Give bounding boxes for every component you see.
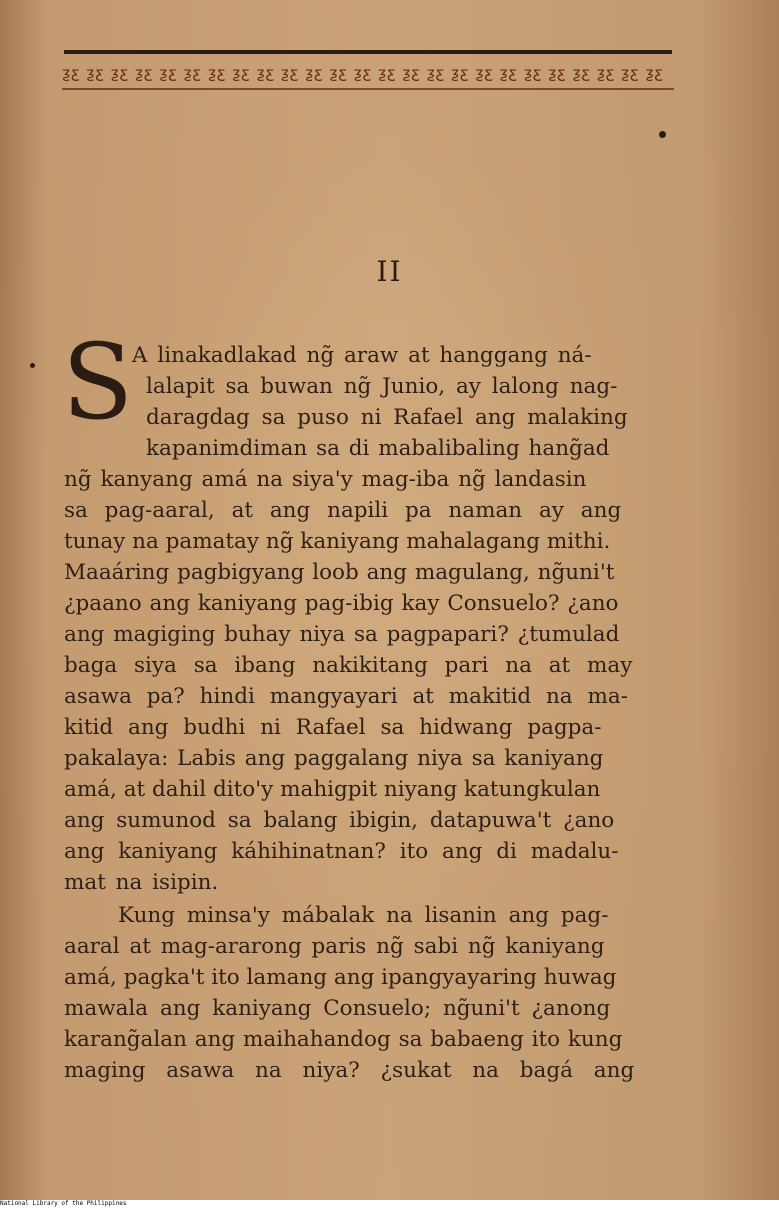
- text-line: asawa pa? hindi mangyayari at makitid na ma-: [64, 684, 628, 709]
- text-line: kapanimdiman sa di mabalibaling hang̃ad: [146, 436, 610, 461]
- text-line: ang sumunod sa balang ibigin, datapuwa't ¿ano: [64, 808, 615, 833]
- text-line: mawala ang kaniyang Consuelo; ng̃uni't ¿anong: [64, 996, 611, 1021]
- text-line: karang̃alan ang maihahandog sa babaeng ito kung: [64, 1027, 623, 1052]
- chapter-number: II: [376, 255, 403, 288]
- text-line: lalapit sa buwan ng̃ Junio, ay lalong nag-: [146, 374, 618, 399]
- drop-cap: S: [62, 321, 134, 443]
- ink-dot: [659, 131, 666, 138]
- ornament-underline: [62, 88, 674, 90]
- text-line: ¿paano ang kaniyang pag-ibig kay Consuelo? ¿ano: [64, 591, 619, 616]
- text-line: aaral at mag-ararong paris ng̃ sabi ng̃ kaniyang: [64, 934, 605, 959]
- text-line: sa pag-aaral, at ang napili pa naman ay ang: [64, 498, 622, 523]
- text-line: A linakadlakad ng̃ araw at hanggang ná-: [132, 343, 592, 368]
- text-line: ng̃ kanyang amá na siya'y mag-iba ng̃ landasin: [64, 467, 587, 492]
- footer-credit: National Library of the Philippines: [0, 1200, 779, 1208]
- ink-dot: [30, 363, 35, 368]
- text-line: ang kaniyang káhihinatnan? ito ang di madalu-: [64, 839, 619, 864]
- text-line: amá, pagka't ito lamang ang ipangyayaring huwag: [64, 965, 617, 990]
- text-line: mat na isipin.: [64, 870, 219, 895]
- text-line: kitid ang budhi ni Rafael sa hidwang pagpa-: [64, 715, 602, 740]
- text-line: Kung minsa'y mábalak na lisanin ang pag-: [118, 903, 609, 928]
- text-line: tunay na pamatay ng̃ kaniyang mahalagang mithi.: [64, 529, 611, 554]
- text-line: daragdag sa puso ni Rafael ang malaking: [146, 405, 628, 430]
- text-line: maging asawa na niya? ¿sukat na bagá ang: [64, 1058, 635, 1083]
- text-line: baga siya sa ibang nakikitang pari na at may: [64, 653, 633, 678]
- text-line: amá, at dahil dito'y mahigpit niyang katungkulan: [64, 777, 601, 802]
- text-line: Maaáring pagbigyang loob ang magulang, ng̃uni't: [64, 560, 615, 585]
- text-line: ang magiging buhay niya sa pagpapari? ¿tumulad: [64, 622, 620, 647]
- header-rule: [64, 50, 672, 54]
- text-line: pakalaya: Labis ang paggalang niya sa kaniyang: [64, 746, 604, 771]
- decorative-border: ƺƹ ƺƹ ƺƹ ƺƹ ƺƹ ƺƹ ƺƹ ƺƹ ƺƹ ƺƹ ƺƹ ƺƹ ƺƹ ƺƹ ƺƹ ƺƹ ƺƹ ƺƹ ƺƹ ƺƹ ƺƹ ƺƹ ƺƹ ƺƹ ƺƹ: [62, 64, 664, 82]
